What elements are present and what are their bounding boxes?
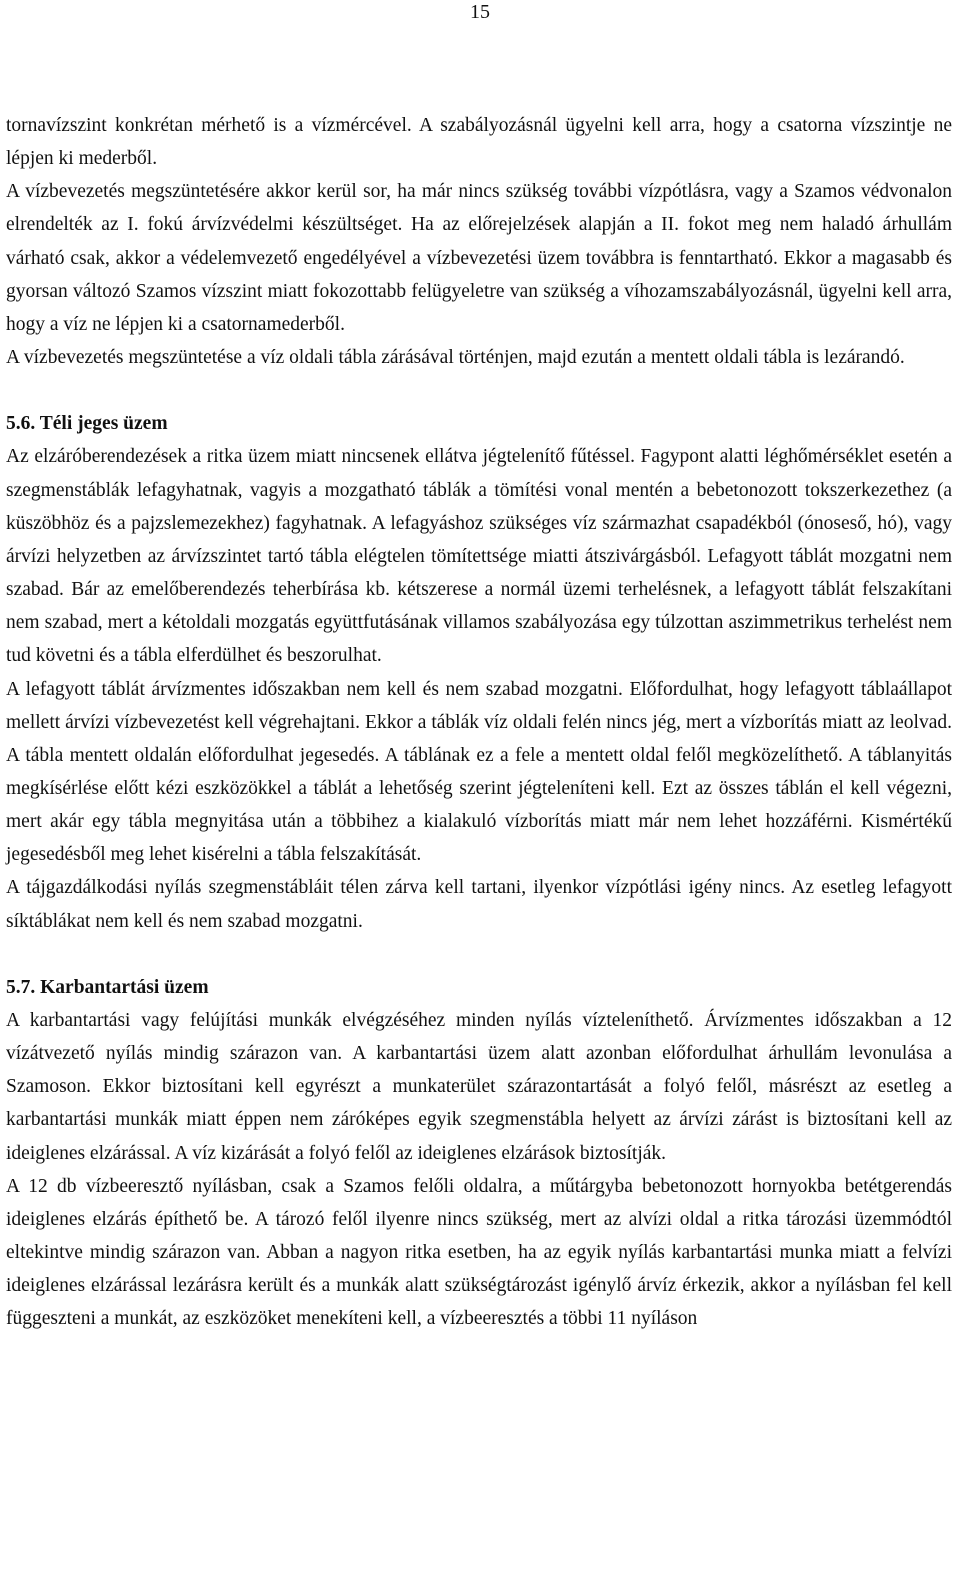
section-gap (6, 374, 952, 407)
paragraph: A vízbevezetés megszüntetése a víz oldali tábla zárásával történjen, majd ezután a mentett oldali tábla is lezárandó. (6, 347, 905, 369)
paragraph: A lefagyott táblát árvízmentes időszakban nem kell és nem szabad mozgatni. Előfordulhat, hogy lefagyott táblaállapot mellett árvízi vízbevezetést kell végrehajtani. Ekkor a táblák víz oldali felén nincs jég, mert a vízborítás miatt az leolvad. A tábla mentett oldalán előfordulhat jegesedés. A táblának ez a fele a mentett oldal felől megközelíthető. A táblanyitás megkísérlése előtt kézi eszközökkel a táblát a lehetőség szerint jégteleníteni kell. Ezt az összes táblán el kell végezni, mert akár egy tábla megnyitása után a többihez a kialakuló vízborítás miatt már nem lehet hozzáférni. Kismértékű jegesedésből meg lehet kisérelni a tábla felszakítását. (6, 678, 952, 866)
paragraph: A tájgazdálkodási nyílás szegmenstábláit télen zárva kell tartani, ilyenkor vízpótlási igény nincs. Az esetleg lefagyott síktáblákat nem kell és nem szabad mozgatni. (6, 877, 952, 932)
section-gap (6, 938, 952, 971)
page-number: 15 (470, 1, 490, 23)
paragraph: A vízbevezetés megszüntetésére akkor kerül sor, ha már nincs szükség további vízpótlásra, vagy a Szamos védvonalon elrendelték az I. fokú árvízvédelmi készültséget. Ha az előrejelzések alapján a II. fokot meg nem haladó árhullám várható csak, akkor a védelemvezető engedélyével a vízbevezetési üzem továbbra is fenntartható. Ekkor a magasabb és gyorsan változó Szamos vízszint miatt fokozottabb felügyeletre van szükség a víhozamszabályozásnál, ügyelni kell arra, hogy a víz ne lépjen ki a csatornamederből. (6, 181, 952, 335)
paragraph: A karbantartási vagy felújítási munkák elvégzéséhez minden nyílás vízteleníthető. Árvízmentes időszakban a 12 vízátvezető nyílás mindig szárazon van. A karbantartási üzem alatt azonban előfordulhat árhullám levonulása a Szamoson. Ekkor biztosítani kell egyrészt a munkaterület szárazontartását a folyó felől, másrészt az esetleg a karbantartási munkák miatt éppen nem záróképes egyik szegmenstábla helyett az árvízi zárást is biztosítani kell az ideiglenes elzárással. A víz kizárását a folyó felől az ideiglenes elzárások biztosítják. (6, 1009, 952, 1164)
paragraph: A 12 db vízbeeresztő nyílásban, csak a Szamos felőli oldalra, a műtárgyba bebetonozott hornyokba betétgerendás ideiglenes elzárás építhető be. A tározó felől ilyenre nincs szükség, mert az alvízi oldal a ritka tározási üzemmódtól eltekintve mindig szárazon van. Abban a nagyon ritka esetben, ha az egyik nyílás karbantartási munka miatt a felvízi ideiglenes elzárással lezárásra került és a munkák alatt szükségtározást igénylő árvíz érkezik, akkor a nyílásban fel kell függeszteni a munkát, az eszközöket menekíteni kell, a vízbeeresztés a többi 11 nyíláson (6, 1175, 952, 1330)
paragraph: Az elzáróberendezések a ritka üzem miatt nincsenek ellátva jégtelenítő fűtéssel. Fagypont alatti léghőmérséklet esetén a szegmenstáblák lefagyhatnak, vagyis a mozgatható táblák a tömítési vonal mentén a bebetonozott tokszerkezethez (a küszöbhöz és a pajzslemezekhez) fagyhatnak. A lefagyáshoz szükséges víz származhat csapadékból (ónoseső, hó), vagy árvízi helyzetben az árvízszintet tartó tábla elégtelen tömítettsége miatti átszivárgásból. Lefagyott táblát mozgatni nem szabad. Bár az emelőberendezés teherbírása kb. kétszerese a normál üzemi terhelésnek, a lefagyott táblát felszakítani nem szabad, mert a kétoldali mozgatás együttfutásának villamos szabályozása egy túlzottan aszimmetrikus terhelést nem tud követni és a tábla elferdülhet és beszorulhat. (6, 446, 952, 667)
section-heading-5-7: 5.7. Karbantartási üzem (6, 976, 209, 998)
section-heading-5-6: 5.6. Téli jeges üzem (6, 413, 168, 435)
paragraph: tornavízszint konkrétan mérhető is a vízmércével. A szabályozásnál ügyelni kell arra, hogy a csatorna vízszintje ne lépjen ki mederből. (6, 115, 952, 170)
document-body (6, 109, 952, 1335)
